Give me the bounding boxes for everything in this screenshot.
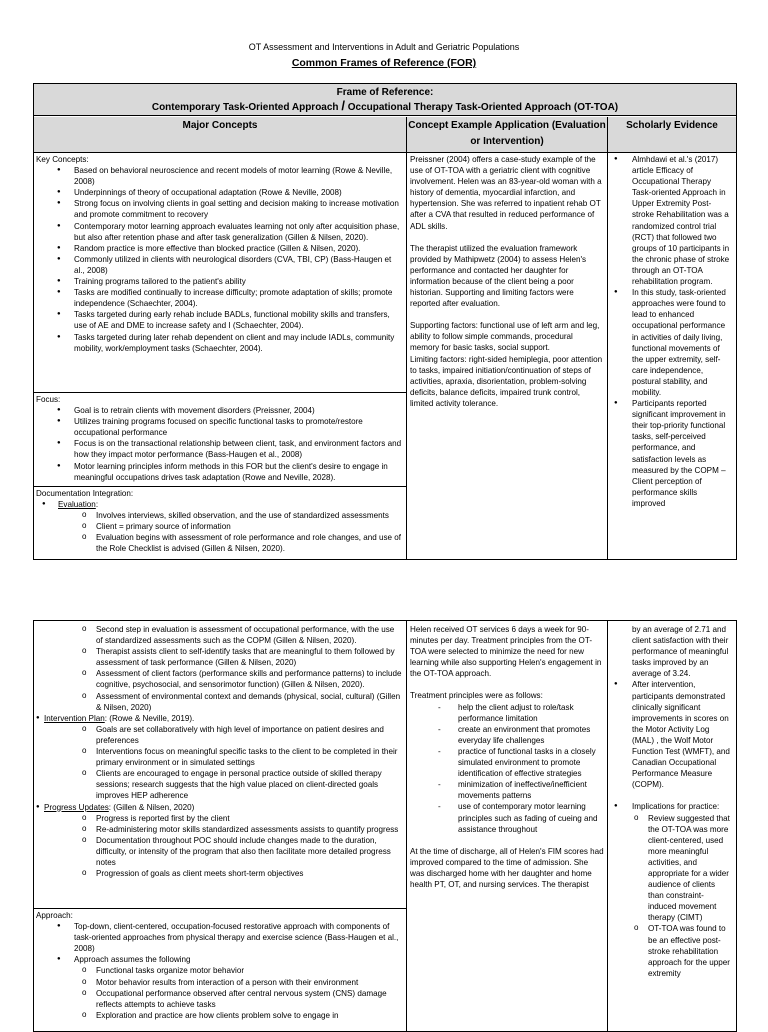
- row-divider: [34, 908, 406, 909]
- list-item: ● Strong focus on involving clients in goal setting and decision making to increase motivation and promote commitment to recovery: [36, 198, 402, 220]
- list-item: o Exploration and practice are how clients problem solve to engage in: [36, 1010, 402, 1021]
- scholarly-evidence-cell: [610, 154, 732, 558]
- intervention-heading: ● Intervention Plan: (Rowe & Neville, 2019).: [36, 713, 402, 724]
- list-item: ● Top-down, client-centered, occupation-focused restorative approach with components of task-oriented approaches from physical therapy and exercise science (Bass-Haugen et al., 2008): [36, 921, 402, 954]
- list-item: o Progress is reported first by the client: [36, 813, 402, 824]
- list-item: ● Tasks targeted during early rehab include BADLs, functional mobility skills and transfers, use of AE and DME to increase safety and I (Schaechter, 2004).: [36, 309, 402, 331]
- list-item: ● Motor learning principles inform methods in this FOR but the client's desire to engage in meaningful occupations drives task adaptation (Rowe and Neville, 2028).: [36, 461, 402, 483]
- document-title: Common Frames of Reference (FOR): [291, 57, 477, 69]
- list-item: ● Tasks are modified continually to increase difficulty; promote adaptation of skills; promote independence (Schaechter, 2004).: [36, 287, 402, 309]
- list-item: - create an environment that promotes everyday life challenges: [410, 724, 604, 746]
- list-item: o Functional tasks organize motor behavior: [36, 965, 402, 976]
- list-item: o Assessment of client factors (performance skills and performance patterns) to include cognitive, psychosocial, and sensorimotor function) (Gillen & Nilsen, 2020).: [36, 668, 402, 690]
- example-application-cell: [410, 154, 604, 558]
- list-item: ● Approach assumes the following: [36, 954, 402, 965]
- column-header-example-application: Concept Example Application (Evaluation or Intervention): [407, 117, 607, 153]
- list-item: ● In this study, task-oriented approaches were found to lead to enhanced occupational performance in activities of daily living, functional movements of the upper extremity, self-care independence, postural stability, and mobility.: [610, 287, 732, 398]
- paragraph: The therapist utilized the evaluation framework provided by Mathipwetz (2004) to assess Helen's performance and contacted her daughter for information because of the client being a poor historian. Supporting and limiting factors were reported after evaluation.: [410, 243, 587, 309]
- paragraph: Treatment principles were as follows:: [410, 691, 543, 701]
- list-item: - minimization of ineffective/inefficient movements patterns: [410, 779, 604, 801]
- list-item: o Clients are encouraged to engage in personal practice outside of skilled therapy sessions; research suggests that the high value placed on client-directed goals improves HEP adherence: [36, 768, 402, 801]
- course-title: OT Assessment and Interventions in Adult and Geriatric Populations: [248, 42, 520, 52]
- list-item: o Second step in evaluation is assessment of occupational performance, with the use of standardized assessments such as the COPM (Gillen & Nilsen, 2020).: [36, 624, 402, 646]
- list-item: ● Participants reported significant improvement in their top-priority functional tasks, self-perceived performance, and satisfaction levels as measured by the COPM – Client perception of performance skills improved: [610, 398, 732, 509]
- paragraph: by an average of 2.71 and client satisfaction with their performance of meaningful tasks improved by an average of 3.24.: [632, 625, 729, 679]
- list-item: ● Goal is to retrain clients with movement disorders (Preissner, 2004): [36, 405, 402, 416]
- list-item: o Therapist assists client to self-identify tasks that are meaningful to them followed by assessment of task performance (Gillen & Nilsen, 2020): [36, 646, 402, 668]
- column-header-major-concepts: Major Concepts: [34, 117, 406, 153]
- list-item: o Occupational performance observed after central nervous system (CNS) damage reflects attempts to achieve tasks: [36, 988, 402, 1010]
- scholarly-evidence-cell-continued: [610, 624, 732, 1031]
- list-item: ● Tasks targeted during later rehab dependent on client and may include IADLs, community mobility, work/employment tasks (Schaechter, 2004).: [36, 332, 402, 354]
- paragraph: Helen received OT services 6 days a week for 90-minutes per day. Treatment principles from the OT-TOA were selected to minimize the need for new learning while also supporting Helen's engagement in the OT-TOA approach.: [410, 625, 602, 679]
- row-divider: [34, 392, 406, 393]
- list-item: o Re-administering motor skills standardized assessments assists to quantify progress: [36, 824, 402, 835]
- list-item: ● Utilizes training programs focused on specific functional tasks to promote/restore occupational performance: [36, 416, 402, 438]
- column-header-scholarly-evidence: Scholarly Evidence: [608, 117, 736, 153]
- list-item: ● Underpinnings of theory of occupational adaptation (Rowe & Neville, 2008): [36, 187, 402, 198]
- list-item: ● Training programs tailored to the patient's ability: [36, 276, 402, 287]
- column-divider: [406, 117, 407, 559]
- list-item: ● Random practice is more effective than blocked practice (Gillen & Nilsen, 2020).: [36, 243, 402, 254]
- list-item: o OT-TOA was found to be an effective post-stroke rehabilitation approach for the upper extremity: [610, 923, 732, 978]
- column-divider: [406, 621, 407, 1031]
- paragraph: Supporting factors: functional use of left arm and leg, ability to follow simple commands, procedural memory for basic tasks, social support.: [410, 321, 600, 353]
- list-item: o Progression of goals as client meets short-term objectives: [36, 868, 402, 879]
- example-application-cell-continued: [410, 624, 604, 1031]
- frame-header: [34, 84, 736, 116]
- implications-heading: ● Implications for practice:: [610, 801, 732, 812]
- list-item: - help the client adjust to role/task performance limitation: [410, 702, 604, 724]
- list-item: o Client = primary source of information: [36, 521, 402, 532]
- list-item: o Goals are set collaboratively with high level of importance on patient desires and preferences: [36, 724, 402, 746]
- focus-cell: [36, 394, 402, 485]
- approach-cell: [36, 910, 402, 1031]
- list-item: ● Contemporary motor learning approach evaluates learning not only after acquisition phase, but also after retention phase and after task generalization (Gillen & Nilsen, 2020).: [36, 221, 402, 243]
- paragraph: At the time of discharge, all of Helen's FIM scores had improved compared to the time of admission. She was discharged home with her daughter and home health PT, OT, and nursing services. The therapist: [410, 846, 604, 889]
- focus-label: Focus:: [36, 395, 61, 404]
- frame-title: Contemporary Task-Oriented Approach / Occupational Therapy Task-Oriented Approach (OT-TOA): [151, 98, 619, 113]
- list-item: o Evaluation begins with assessment of role performance and role changes, and use of the Role Checklist is advised (Gillen & Nilsen, 2020).: [36, 532, 402, 554]
- list-item: o Involves interviews, skilled observation, and the use of standardized assessments: [36, 510, 402, 521]
- paragraph: Limiting factors: right-sided hemiplegia, poor attention to tasks, impaired initiation/continuation of steps of activities, apraxia, disorientation, problem-solving deficits, balance deficits, impaired trunk control, limited activity tolerance.: [410, 354, 603, 408]
- list-item: ● Based on behavioral neuroscience and recent models of motor learning (Rowe & Neville, 2008): [36, 165, 402, 187]
- list-item: o Assessment of environmental context and demands (physical, social, cultural) (Gillen & Nilsen, 2020): [36, 691, 402, 713]
- column-divider: [607, 621, 608, 1031]
- list-item: ● Almhdawi et al.'s (2017) article Efficacy of Occupational Therapy Task-oriented Approach in Upper Extremity Post-stroke Rehabilitation was a randomized control trial (RCT) that followed two groups of 10 participants in the chronic phase of stroke through an OT-TOA rehabilitation program.: [610, 154, 732, 287]
- list-item: o Review suggested that the OT-TOA was more client-centered, used more meaningful activities, and appropriate for a wider audience of clients than constraint-induced movement therapy (CIMT): [610, 813, 732, 924]
- list-item: o Interventions focus on meaningful specific tasks to the client to be completed in their primary environment or in simulated settings: [36, 746, 402, 768]
- row-divider: [34, 486, 406, 487]
- documentation-label: Documentation Integration:: [36, 489, 134, 498]
- list-item: - use of contemporary motor learning principles such as fading of cueing and assistance throughout: [410, 801, 604, 834]
- evaluation-heading: ● Evaluation:: [36, 499, 402, 510]
- list-item: o Documentation throughout POC should include changes made to the duration, difficulty, or intensity of the program that also then facilitate more detailed progress notes: [36, 835, 402, 868]
- documentation-cell-continued: [36, 624, 402, 906]
- page-2-table: [33, 620, 737, 1032]
- paragraph: Preissner (2004) offers a case-study example of the use of OT-TOA with a geriatric client with cognitive involvement. Helen was an 83-year-old woman with a history of dementia, myocardial infarction, and hypertension. She was referred to inpatient rehab OT after a CVA that resulted in reduced performance of ADL skills.: [410, 155, 602, 231]
- page-1-table: [33, 83, 737, 560]
- list-item: ● Focus is on the transactional relationship between client, task, and environment factors and how they impact motor performance (Bass-Haugen et al., 2008): [36, 438, 402, 460]
- key-concepts-cell: [36, 154, 402, 391]
- approach-label: Approach:: [36, 911, 73, 920]
- list-item: o Motor behavior results from interaction of a person with their environment: [36, 977, 402, 988]
- frame-label: Frame of Reference:: [336, 87, 434, 98]
- list-item: ● Commonly utilized in clients with neurological disorders (CVA, TBI, CP) (Bass-Haugen et al., 2008): [36, 254, 402, 276]
- column-divider: [607, 117, 608, 559]
- key-concepts-label: Key Concepts:: [36, 155, 89, 164]
- progress-heading: ● Progress Updates: (Gillen & Nilsen, 2020): [36, 802, 402, 813]
- documentation-cell: [36, 488, 402, 558]
- list-item: ● After intervention, participants demonstrated clinically significant improvements in scores on the Motor Activity Log (MAL) , the Wolf Motor Function Test (WMFT), and Canadian Occupational Performance Measure (COPM).: [610, 679, 732, 790]
- list-item: - practice of functional tasks in a closely simulated environment to promote identification of effective strategies: [410, 746, 604, 779]
